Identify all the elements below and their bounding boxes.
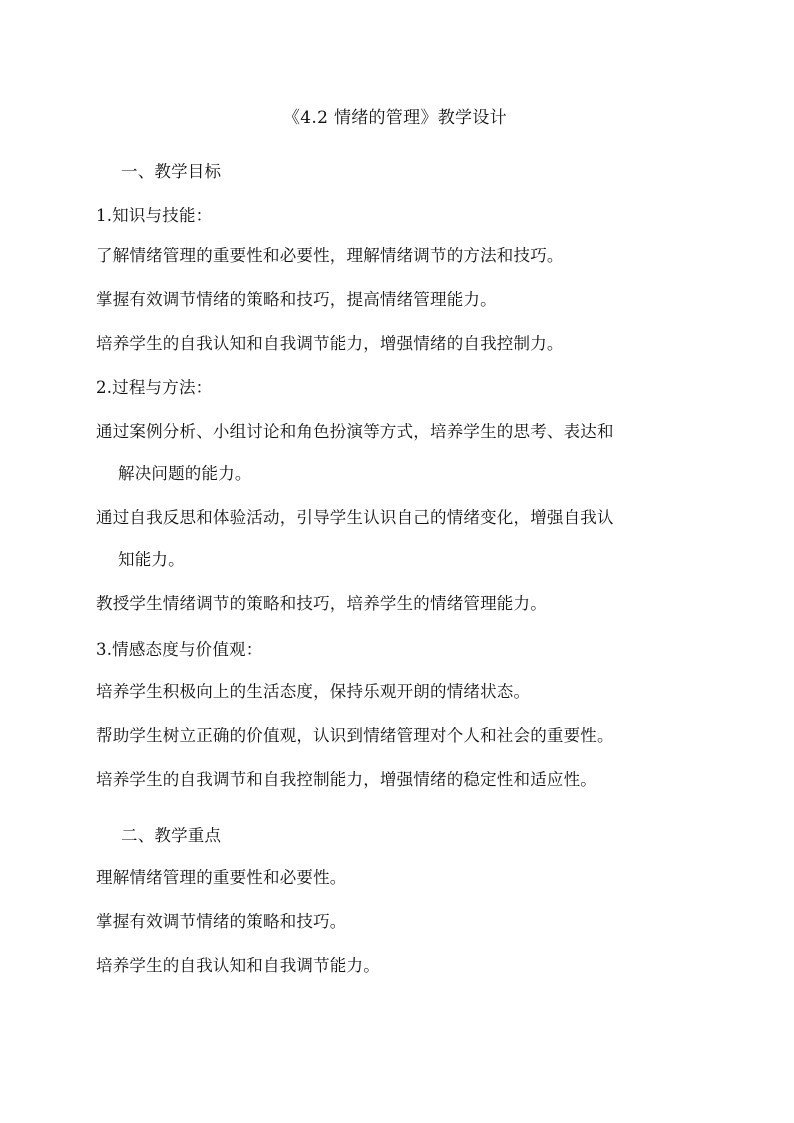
paragraph-line: 了解情绪管理的重要性和必要性，理解情绪调节的方法和技巧。 — [96, 246, 564, 265]
subheading-process-methods: 2.过程与方法： — [96, 378, 213, 397]
paragraph-line: 培养学生的自我调节和自我控制能力，增强情绪的稳定性和适应性。 — [96, 770, 597, 789]
paragraph-line: 知能力。 — [118, 550, 185, 569]
paragraph-line: 教授学生情绪调节的策略和技巧，培养学生的情绪管理能力。 — [96, 594, 547, 613]
paragraph-line: 掌握有效调节情绪的策略和技巧，提高情绪管理能力。 — [96, 290, 497, 309]
paragraph-line: 培养学生的自我认知和自我调节能力。 — [96, 956, 380, 975]
paragraph-line: 通过案例分析、小组讨论和角色扮演等方式，培养学生的思考、表达和 — [96, 422, 614, 441]
subheading-knowledge-skills: 1.知识与技能： — [96, 206, 213, 225]
document-title: 《4.2 情绪的管理》教学设计 — [283, 108, 507, 128]
paragraph-line: 理解情绪管理的重要性和必要性。 — [96, 868, 347, 887]
paragraph-line: 通过自我反思和体验活动，引导学生认识自己的情绪变化，增强自我认 — [96, 508, 614, 527]
paragraph-line: 解决问题的能力。 — [118, 464, 252, 483]
section-heading-objectives: 一、教学目标 — [121, 162, 222, 181]
section-heading-key-points: 二、教学重点 — [121, 826, 222, 845]
paragraph-line: 培养学生的自我认知和自我调节能力，增强情绪的自我控制力。 — [96, 334, 564, 353]
subheading-attitude-values: 3.情感态度与价值观： — [96, 640, 263, 659]
paragraph-line: 帮助学生树立正确的价值观，认识到情绪管理对个人和社会的重要性。 — [96, 726, 614, 745]
paragraph-line: 掌握有效调节情绪的策略和技巧。 — [96, 912, 347, 931]
paragraph-line: 培养学生积极向上的生活态度，保持乐观开朗的情绪状态。 — [96, 682, 531, 701]
